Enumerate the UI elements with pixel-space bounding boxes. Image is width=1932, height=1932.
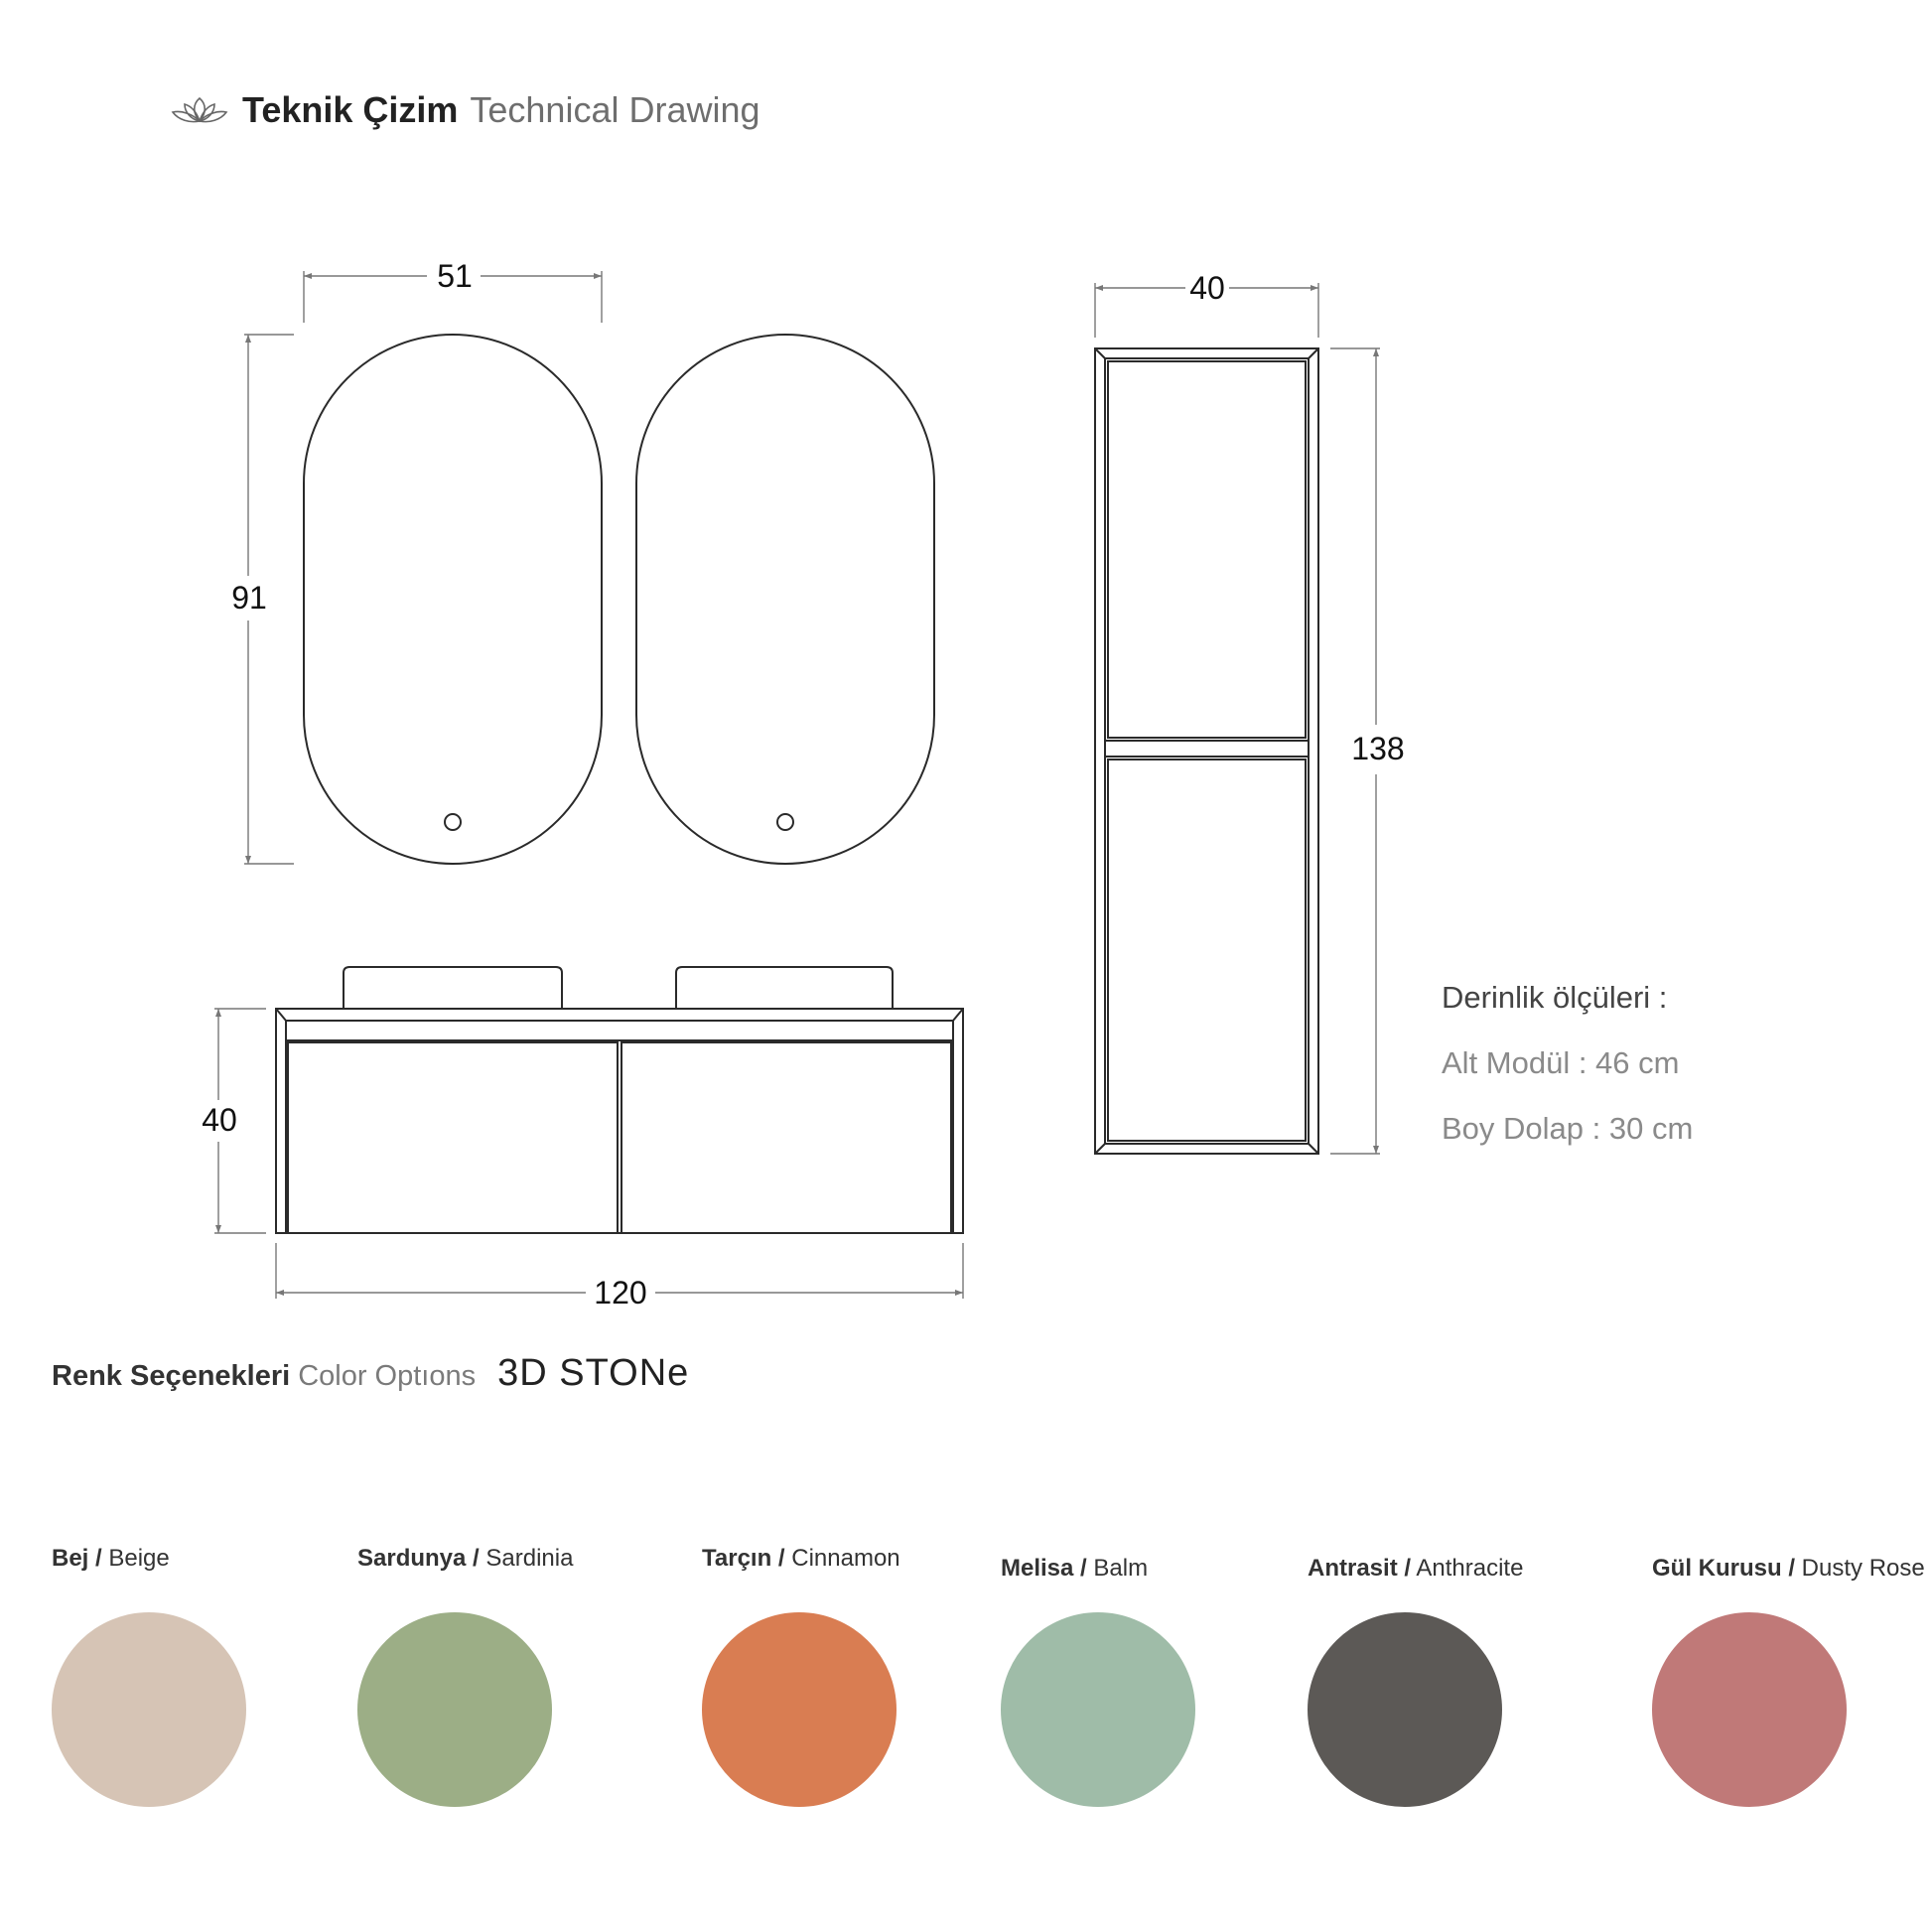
- swatch-label: Bej / Beige: [52, 1545, 170, 1572]
- swatch-circle: [1652, 1612, 1847, 1807]
- color-options-heading: [52, 1352, 689, 1395]
- left-mirror: [304, 335, 602, 864]
- swatch-label: Antrasit / Anthracite: [1308, 1555, 1524, 1582]
- swatch-label: Sardunya / Sardinia: [357, 1545, 574, 1572]
- right-basin: [676, 967, 893, 1009]
- header-title-tr: Teknik Çizim: [242, 89, 459, 130]
- swatch-circle: [1001, 1612, 1195, 1807]
- swatch-circle: [702, 1612, 897, 1807]
- dim-mirror-width: 51: [437, 258, 473, 294]
- dim-cabinet-width: 120: [594, 1275, 647, 1311]
- color-options-title-tr: Renk Seçenekleri: [52, 1360, 291, 1392]
- left-basin: [344, 967, 562, 1009]
- depth-tall-cabinet: Boy Dolap : 30 cm: [1442, 1111, 1694, 1146]
- header-title-en: Technical Drawing: [470, 89, 760, 130]
- dim-tall-width: 40: [1189, 270, 1225, 306]
- tall-cabinet: [1095, 348, 1318, 1154]
- swatch-label: Gül Kurusu / Dusty Rose: [1652, 1555, 1925, 1582]
- left-mirror-touch-sensor: [445, 814, 461, 830]
- dim-mirror-height: 91: [231, 580, 267, 616]
- lower-cabinet: [276, 1009, 963, 1233]
- right-mirror: [636, 335, 934, 864]
- left-drawer: [288, 1042, 618, 1233]
- right-mirror-touch-sensor: [777, 814, 793, 830]
- swatch-circle: [1308, 1612, 1502, 1807]
- swatch-label: Tarçın / Cinnamon: [702, 1545, 900, 1572]
- swatch-circle: [357, 1612, 552, 1807]
- dim-cabinet-height: 40: [202, 1102, 237, 1138]
- depth-lower-module: Alt Modül : 46 cm: [1442, 1045, 1680, 1080]
- series-name: 3D STONe: [497, 1352, 690, 1394]
- dim-tall-height: 138: [1351, 731, 1405, 766]
- depth-info: [1442, 965, 1693, 1162]
- depth-title: Derinlik ölçüleri :: [1442, 980, 1668, 1015]
- swatch-circle: [52, 1612, 246, 1807]
- swatch-label: Melisa / Balm: [1001, 1555, 1149, 1582]
- color-options-title-en: Color Optıons: [298, 1360, 477, 1392]
- right-drawer: [621, 1042, 951, 1233]
